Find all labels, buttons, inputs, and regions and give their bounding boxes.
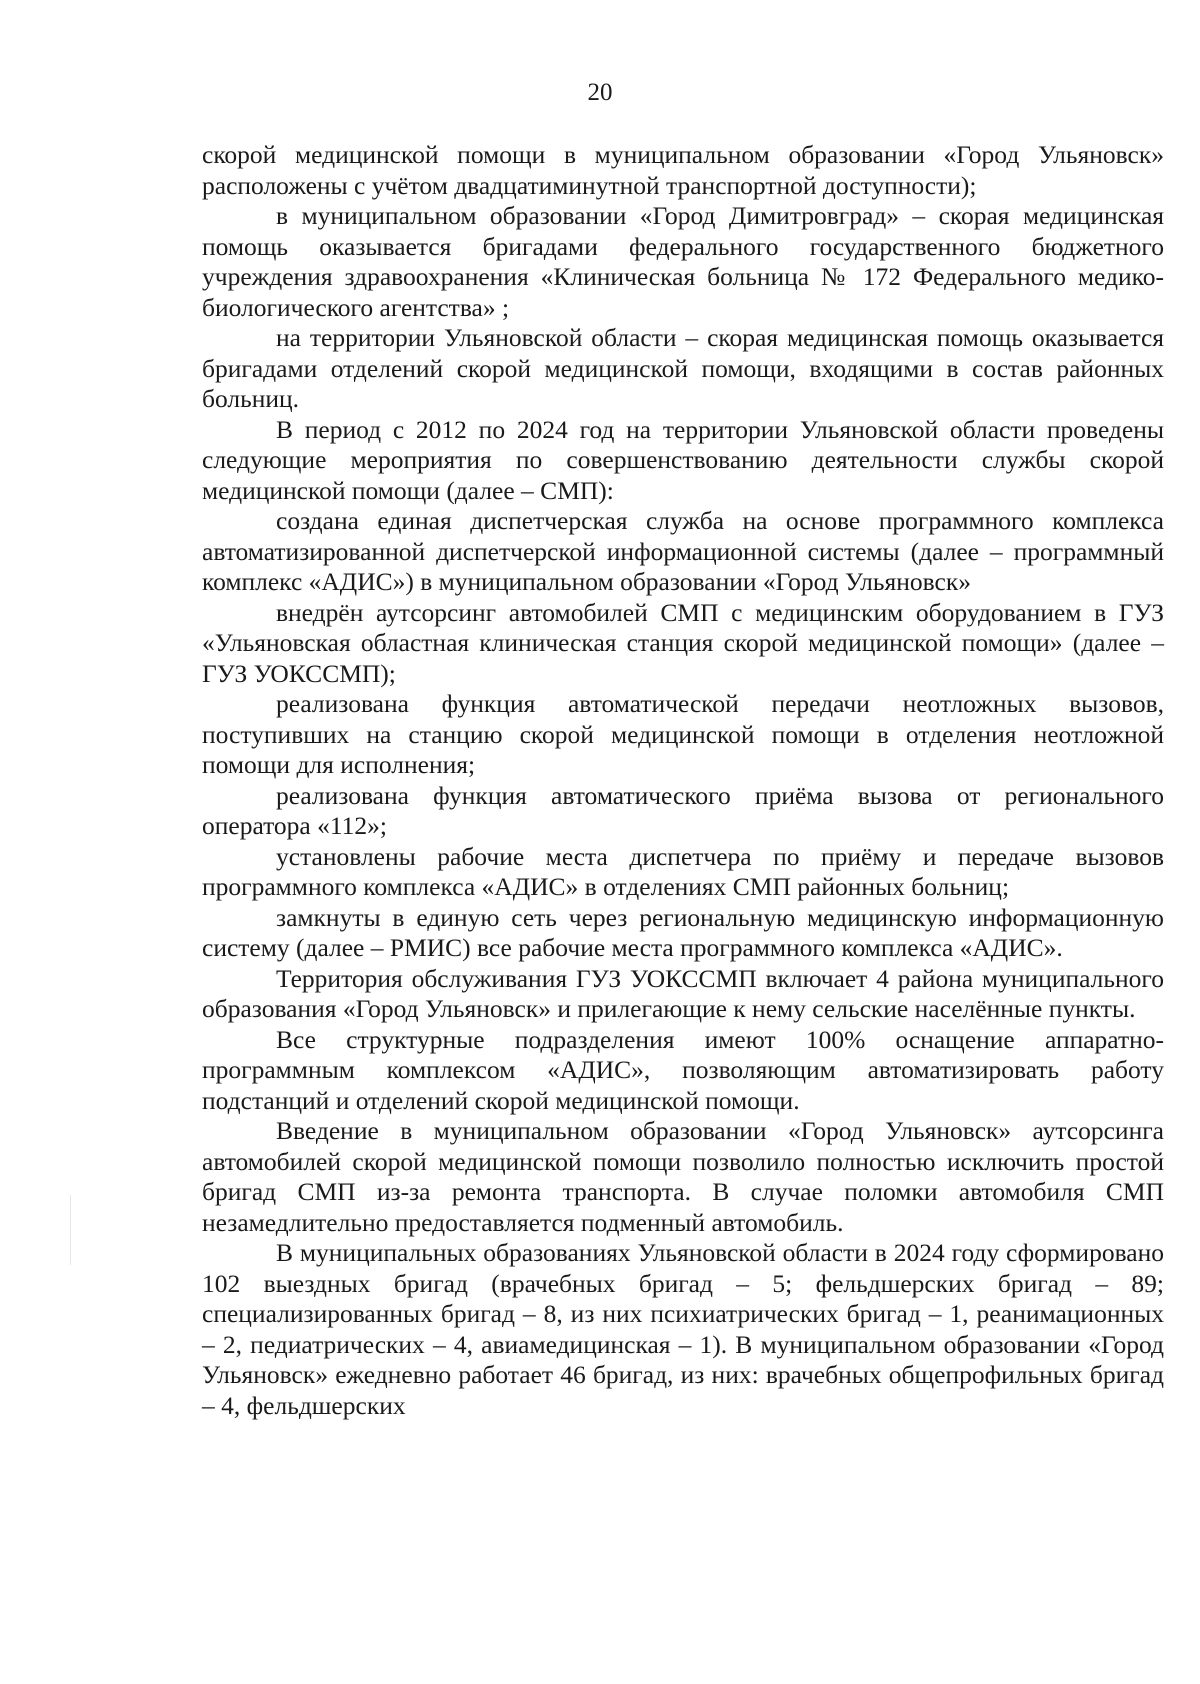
paragraph-4: В период с 2012 по 2024 год на территории Ульяновской области проведены следующие мероприятия по совершенствованию деятельности службы скорой медицинской помощи (далее – СМП): [202, 414, 1164, 505]
paragraph-9: установлены рабочие места диспетчера по приёму и передаче вызовов программного комплекса «АДИС» в отделениях СМП районных больниц; [202, 841, 1164, 901]
paragraph-11: Территория обслуживания ГУЗ УОКССМП включает 4 района муниципального образования «Город Ульяновск» и прилегающие к нему сельские населённые пункты. [202, 963, 1164, 1023]
paragraph-6: внедрён аутсорсинг автомобилей СМП с медицинским оборудованием в ГУЗ «Ульяновская областная клиническая станция скорой медицинской помощи» (далее – ГУЗ УОКССМП); [202, 597, 1164, 688]
paragraph-5: создана единая диспетчерская служба на основе программного комплекса автоматизированной диспетчерской информационной системы (далее – программный комплекс «АДИС») в муниципальном образовании «Город Ульяновск» [202, 506, 1164, 596]
paragraph-12: Все структурные подразделения имеют 100% оснащение аппаратно-программным комплексом «АДИС», позволяющим автоматизировать работу подстанций и отделений скорой медицинской помощи. [202, 1024, 1164, 1115]
paragraph-2: в муниципальном образовании «Город Димитровград» – скорая медицинская помощь оказывается бригадами федерального государственного бюджетного учреждения здравоохранения «Клиническая больница № 172 Федерального медико-биологического агентства» ; [202, 201, 1164, 322]
document-body [202, 140, 1164, 1421]
paragraph-10: замкнуты в единую сеть через региональную медицинскую информационную систему (далее – РМИС) все рабочие места программного комплекса «АДИС». [202, 902, 1164, 962]
paragraph-7: реализована функция автоматической передачи неотложных вызовов, поступивших на станцию скорой медицинской помощи в отделения неотложной помощи для исполнения; [202, 689, 1164, 779]
paragraph-13: Введение в муниципальном образовании «Город Ульяновск» аутсорсинга автомобилей скорой медицинской помощи позволило полностью исключить простой бригад СМП из-за ремонта транспорта. В случае поломки автомобиля СМП незамедлительно предоставляется подменный автомобиль. [202, 1116, 1164, 1237]
scan-edge-mark [70, 1195, 71, 1265]
paragraph-3: на территории Ульяновской области – скорая медицинская помощь оказывается бригадами отделений скорой медицинской помощи, входящими в состав районных больниц. [202, 323, 1164, 413]
paragraph-8: реализована функция автоматического приёма вызова от регионального оператора «112»; [202, 780, 1164, 840]
paragraph-14: В муниципальных образованиях Ульяновской области в 2024 году сформировано 102 выездных бригад (врачебных бригад – 5; фельдшерских бригад – 89; специализированных бригад – 8, из них психиатрических бригад – 1, реанимационных – 2, педиатрических – 4, авиамедицинская – 1). В муниципальном образовании «Город Ульяновск» ежедневно работает 46 бригад, из них: врачебных общепрофильных бригад – 4, фельдшерских [202, 1238, 1164, 1420]
paragraph-1: скорой медицинской помощи в муниципальном образовании «Город Ульяновск» расположены с учётом двадцатиминутной транспортной доступности); [202, 140, 1164, 200]
page-number: 20 [587, 79, 613, 106]
